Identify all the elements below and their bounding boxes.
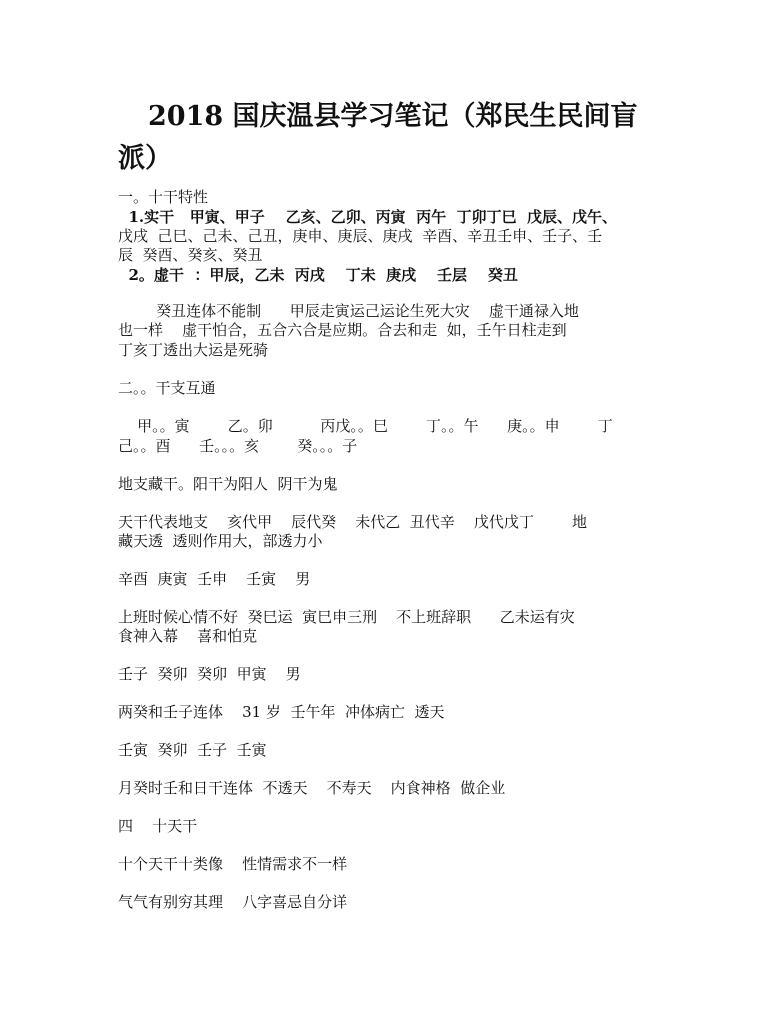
chart-case: 壬子 癸卯 癸卯 甲寅 男 [118, 665, 301, 683]
section-heading: 四 十天干 [118, 817, 198, 835]
text-line: 甲。。寅 乙。卯 丙戊。。巳 丁。。午 庚。。申 丁 [118, 417, 613, 435]
document-title: 2018 国庆温县学习笔记（郑民生民间盲派） [118, 101, 638, 174]
paragraph-line: 也一样 虚干怕合，五合六合是应期。合去和走 如，壬午日柱走到 [118, 321, 567, 339]
text-line: 气气有别穷其理 八字喜忌自分详 [118, 893, 348, 911]
text-line: 辰 癸酉、癸亥、癸丑 [118, 246, 263, 264]
text-line: 己。。酉 壬。。。亥 癸。。。子 [118, 437, 358, 455]
text-line: 十个天干十类像 性情需求不一样 [118, 855, 348, 873]
paragraph-line: 丁亥丁透出大运是死骑 [118, 341, 269, 359]
section-heading: 二。。干支互通 [118, 379, 216, 397]
chart-case: 辛酉 庚寅 壬申 壬寅 男 [118, 570, 311, 588]
paragraph-line: 藏天透 透则作用大，部透力小 [118, 532, 323, 550]
text-line: 地支藏干。阳干为阳人 阴干为鬼 [118, 475, 338, 493]
chart-case: 壬寅 癸卯 壬子 壬寅 [118, 741, 267, 759]
paragraph-line: 上班时候心情不好 癸巳运 寅巳申三刑 不上班辞职 乙未运有灾 [118, 608, 575, 626]
text-line: 月癸时壬和日干连体 不透天 不寿天 内食神格 做企业 [118, 779, 506, 797]
paragraph-line: 癸丑连体不能制 甲辰走寅运己运论生死大灾 虚干通禄入地 [118, 302, 579, 320]
text-line: 两癸和壬子连体 31 岁 壬午年 冲体病亡 透天 [118, 703, 445, 721]
text-line: 1.实干 甲寅、甲子 乙亥、乙卯、丙寅 丙午 丁卯丁巳 戊辰、戊午、 [118, 208, 617, 226]
text-line: 戊戌 己巳、己未、己丑，庚申、庚辰、庚戌 辛酉、辛丑壬申、壬子、壬 [118, 227, 603, 245]
paragraph-line: 食神入幕 喜和怕克 [118, 627, 258, 645]
paragraph-line: 天干代表地支 亥代甲 辰代癸 未代乙 丑代辛 戊代戊丁 地 [118, 513, 587, 531]
section-heading: 一。十干特性 [118, 188, 209, 206]
text-line: 2。虚干 ：甲辰，乙未 丙戌 丁未 庚戌 壬层 癸丑 [118, 266, 518, 284]
